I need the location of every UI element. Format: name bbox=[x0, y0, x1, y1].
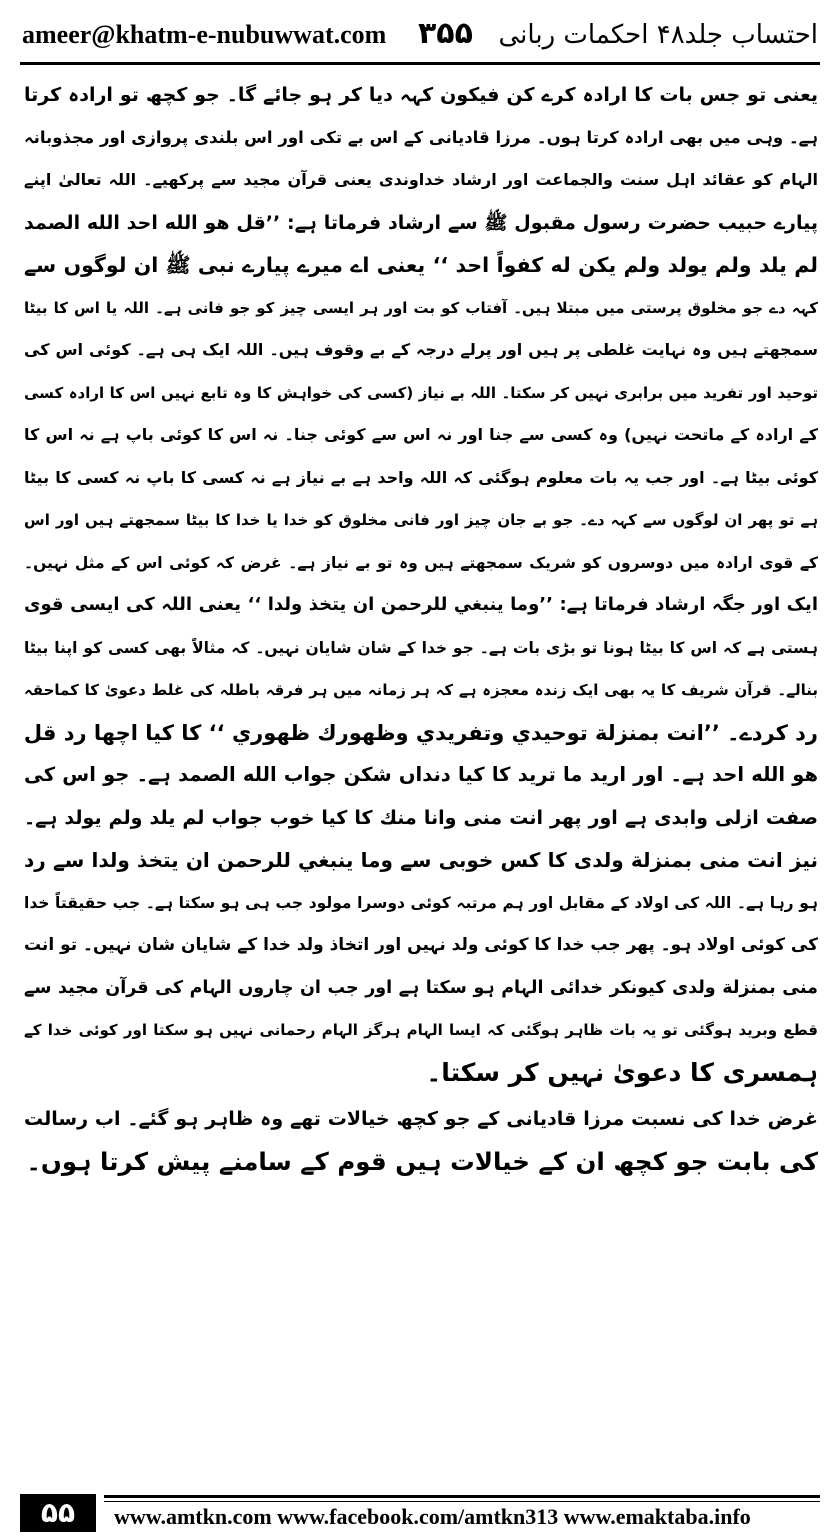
text-line: کوئی بیٹا ہے۔ اور جب یہ بات معلوم ہوگئی کہ اللہ واحد ہے بے نیاز ہے نہ کسی کا باپ نہ کسی کا بیٹا bbox=[24, 467, 818, 487]
text-line: کی بابت جو کچھ ان کے خیالات ہیں قوم کے سامنے پیش کرتا ہوں۔ bbox=[26, 1146, 818, 1176]
text-line: صفت ازلی وابدی ہے اور پھر انت منى وانا منك کا کیا خوب جواب لم يلد ولم يولد ہے۔ bbox=[24, 806, 818, 829]
footer-divider bbox=[104, 1495, 820, 1498]
text-line: سمجھتے ہیں وہ نہایت غلطی پر ہیں اور پرلے درجہ کے بے وقوف ہیں۔ اللہ ایک ہی ہے۔ کوئی اس کی bbox=[24, 340, 818, 359]
footer-page-number: ۵۵ bbox=[20, 1494, 96, 1532]
text-line: بنالے۔ قرآن شریف کا یہ بھی ایک زندہ معجزہ ہے کہ ہر زمانہ میں ہر فرقہ باطلہ کی غلط دعویٰ کا کماحقہ bbox=[24, 681, 818, 699]
text-line: کی کوئی اولاد ہو۔ پھر جب خدا کا کوئی ولد نہیں اور اتخاذ ولد خدا کے شایان شان نہیں۔ تو انت bbox=[24, 935, 818, 955]
header-page-number: ۳۵۵ bbox=[418, 16, 473, 51]
header-title: احتساب جلد۴۸ احکمات ربانی bbox=[498, 20, 818, 50]
footer-divider-thin bbox=[104, 1501, 820, 1502]
text-line: قطع وبرید ہوگئی تو یہ بات ظاہر ہوگئی کہ ایسا الہام ہرگز الہام رحمانی نہیں ہو سکتا اور کوئی خدا کے bbox=[24, 1021, 818, 1039]
text-line: کے قوی ارادہ میں دوسروں کو شریک سمجھتے ہیں وہ تو بے نیاز ہے۔ غرض کہ کوئی اس کے مثل نہیں۔ bbox=[24, 553, 818, 572]
header-divider bbox=[20, 62, 820, 65]
text-line: ایک اور جگہ ارشاد فرماتا ہے: ’’وما ينبغي للرحمن ان يتخذ ولدا ‘‘ یعنی اللہ کی ایسی قوی bbox=[24, 594, 818, 615]
header-email: ameer@khatm-e-nubuwwat.com bbox=[22, 20, 387, 49]
text-line: هو الله احد ہے۔ اور اريد ما تريد کا کیا دنداں شکن جواب الله الصمد ہے۔ جو اس کی bbox=[24, 763, 818, 786]
text-line: ہے تو پھر ان لوگوں سے کہہ دے۔ جو بے جان چیز اور فانی مخلوق کو خدا یا خدا کا بیٹا سمجھتے ہیں اور اس bbox=[24, 511, 818, 529]
page-body bbox=[24, 74, 818, 1474]
text-line: یعنی تو جس بات کا ارادہ کرے کن فیکون کہہ دیا کر ہو جائے گا۔ جو کچھ تو ارادہ کرتا bbox=[24, 84, 818, 106]
text-line: پیارے حبیب حضرت رسول مقبول ﷺ سے ارشاد فرماتا ہے: ’’قل هو الله احد الله الصمد bbox=[24, 211, 818, 234]
text-line: ہستی ہے کہ اس کا بیٹا ہونا تو بڑی بات ہے۔ جو خدا کے شان شایان نہیں۔ کہ مثالاً بھی کسی کو اپنا بیٹا bbox=[24, 638, 818, 657]
text-line: غرض خدا کی نسبت مرزا قادیانی کے جو کچھ خیالات تھے وہ ظاہر ہو گئے۔ اب رسالت bbox=[24, 1108, 818, 1130]
text-line: ہمسری کا دعویٰ نہیں کر سکتا۔ bbox=[426, 1057, 818, 1087]
text-line: نیز انت منى بمنزلة ولدى کا کس خوبی سے وما ينبغي للرحمن ان يتخذ ولدا سے رد bbox=[24, 848, 818, 872]
text-line: رد کردے۔ ’’انت بمنزلة توحيدي وتفريدي وظهورك ظهوري ‘‘ کا کیا اچھا رد قل bbox=[24, 720, 818, 745]
text-line: لم يلد ولم يولد ولم يكن له كفواً احد ‘‘ یعنی اے میرے پیارے نبی ﷺ ان لوگوں سے bbox=[24, 253, 818, 277]
page-footer bbox=[20, 1494, 820, 1536]
text-line: توحید اور تفرید میں برابری نہیں کر سکتا۔ اللہ بے نیاز (کسی کی خواہش کا وہ تابع نہیں اس کا ارادہ کسی bbox=[24, 383, 818, 402]
text-line: ہو رہا ہے۔ اللہ کی اولاد کے مقابل اور ہم مرتبہ کوئی دوسرا مولود جب ہی ہو سکتا ہے۔ جب حقیقتاً خدا bbox=[24, 893, 818, 912]
text-line: الہام کو عقائد اہل سنت والجماعت اور ارشاد خداوندی یعنی قرآن مجید سے پرکھیے۔ اللہ تعالیٰ اپنے bbox=[24, 170, 818, 189]
text-line: منى بمنزلة ولدى کیونکر خدائی الہام ہو سکتا ہے اور جب ان چاروں الہام کی قرآن مجید سے bbox=[24, 977, 818, 998]
text-line: کہہ دے جو مخلوق پرستی میں مبتلا ہیں۔ آفتاب کو بت اور ہر ایسی چیز کو جو فانی ہے۔ اللہ یا اس کا بیٹا bbox=[24, 298, 818, 317]
text-line: کے ارادہ کے ماتحت نہیں) وہ کسی سے جنا اور نہ اس سے کوئی جنا۔ نہ اس کا کوئی باپ ہے نہ اس کا bbox=[24, 425, 818, 444]
text-line: ہے۔ وہی میں بھی ارادہ کرتا ہوں۔ مرزا قادیانی کے اس بے تکی اور اس بلندی پروازی اور مجذوبانہ bbox=[24, 127, 818, 147]
page-header bbox=[20, 14, 820, 58]
footer-urls: www.amtkn.com www.facebook.com/amtkn313 www.emaktaba.info bbox=[114, 1504, 751, 1529]
